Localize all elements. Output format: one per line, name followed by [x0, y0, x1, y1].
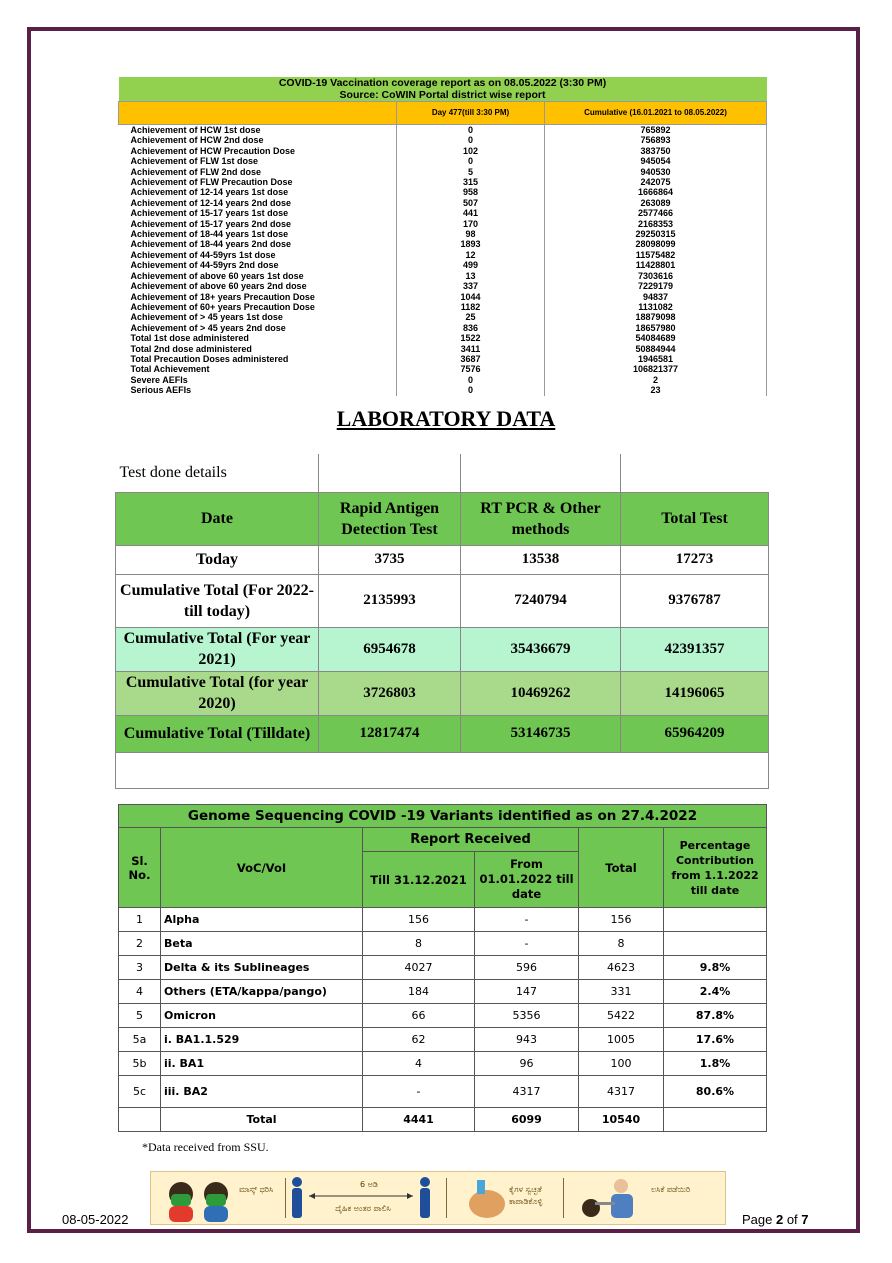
genome-row-percentage [664, 932, 767, 956]
vaccination-row-day: 0 [397, 156, 545, 166]
vaccination-row-label: Achievement of above 60 years 1st dose [119, 271, 397, 281]
vaccination-row-label: Serious AEFIs [119, 385, 397, 395]
vaccination-row-cumulative: 28098099 [545, 239, 767, 249]
genome-row-till: 66 [363, 1004, 475, 1028]
vaccination-row-day: 441 [397, 208, 545, 218]
lab-row-rat: 3726803 [319, 671, 461, 715]
genome-row [119, 1028, 767, 1052]
genome-row [119, 956, 767, 980]
vaccination-row [119, 260, 767, 270]
genome-row-slno: 4 [119, 980, 161, 1004]
lab-row [116, 574, 769, 627]
genome-row-slno: 1 [119, 908, 161, 932]
hand-wash-icon [469, 1180, 505, 1218]
genome-row-total: 8 [579, 932, 664, 956]
vaccination-row-day: 337 [397, 281, 545, 291]
genome-row-variant: Omicron [161, 1004, 363, 1028]
banner-handwash-text: ಕೈಗಳ ಸ್ವಚ್ಛತೆ ಕಾಪಾಡಿಕೊಳ್ಳಿ [509, 1185, 543, 1206]
genome-row-total: 156 [579, 908, 664, 932]
banner-distance-text: ದೈಹಿಕ ಅಂತರ ಪಾಲಿಸಿ [335, 1204, 391, 1213]
vaccination-row-cumulative: 106821377 [545, 364, 767, 374]
vaccination-row-cumulative: 94837 [545, 292, 767, 302]
vaccination-row-label: Achievement of HCW Precaution Dose [119, 146, 397, 156]
vaccination-table [118, 77, 767, 396]
vaccination-row-cumulative: 2168353 [545, 219, 767, 229]
genome-row-percentage: 9.8% [664, 956, 767, 980]
vaccination-row-day: 98 [397, 229, 545, 239]
genome-header-percentage: Percentage Contribution from 1.1.2022 till date [664, 828, 767, 908]
vaccination-row-label: Achievement of above 60 years 2nd dose [119, 281, 397, 291]
genome-row-from: - [475, 908, 579, 932]
vaccination-row-day: 0 [397, 375, 545, 385]
genome-total-from: 6099 [475, 1108, 579, 1132]
genome-row [119, 908, 767, 932]
masked-face-icon [169, 1182, 228, 1222]
lab-row-total: 42391357 [621, 627, 769, 671]
genome-row-from: - [475, 932, 579, 956]
lab-row-rat: 12817474 [319, 715, 461, 752]
vaccination-row-label: Achievement of HCW 1st dose [119, 125, 397, 136]
vaccination-row [119, 198, 767, 208]
vaccination-row-cumulative: 2577466 [545, 208, 767, 218]
genome-row-till: 4027 [363, 956, 475, 980]
banner-vaccine-text: ಲಸಿಕೆ ಪಡೆಯಿರಿ [651, 1185, 691, 1194]
lab-row-rat: 6954678 [319, 627, 461, 671]
genome-header-slno: Sl. No. [119, 828, 161, 908]
lab-row [116, 627, 769, 671]
genome-row-total: 1005 [579, 1028, 664, 1052]
laboratory-title: LABORATORY DATA [336, 406, 556, 431]
genome-row-total: 4317 [579, 1076, 664, 1108]
vaccination-row-cumulative: 1946581 [545, 354, 767, 364]
vaccination-row-cumulative: 7229179 [545, 281, 767, 291]
vaccination-row-day: 0 [397, 125, 545, 136]
genome-row-from: 943 [475, 1028, 579, 1052]
genome-row-till: 4 [363, 1052, 475, 1076]
genome-row-total: 4623 [579, 956, 664, 980]
genome-header-report: Report Received [363, 828, 579, 852]
genome-total-total: 10540 [579, 1108, 664, 1132]
vaccination-row-label: Achievement of 44-59yrs 1st dose [119, 250, 397, 260]
genome-total-till: 4441 [363, 1108, 475, 1132]
vaccination-row [119, 364, 767, 374]
genome-row-slno: 2 [119, 932, 161, 956]
genome-row-from: 5356 [475, 1004, 579, 1028]
vaccination-row-label: Total 2nd dose administered [119, 344, 397, 354]
vaccination-row-cumulative: 263089 [545, 198, 767, 208]
vaccination-row-label: Achievement of > 45 years 2nd dose [119, 323, 397, 333]
vaccination-row-label: Total Achievement [119, 364, 397, 374]
genome-row-variant: Beta [161, 932, 363, 956]
lab-row-total: 65964209 [621, 715, 769, 752]
genome-row-variant: i. BA1.1.529 [161, 1028, 363, 1052]
vaccination-row-cumulative: 383750 [545, 146, 767, 156]
vaccination-row-day: 12 [397, 250, 545, 260]
genome-header-voc: VoC/VoI [161, 828, 363, 908]
vaccination-row-label: Achievement of FLW Precaution Dose [119, 177, 397, 187]
genome-row-percentage [664, 908, 767, 932]
lab-row-date: Cumulative Total (for year 2020) [116, 671, 319, 715]
lab-header-total: Total Test [621, 492, 769, 545]
vaccination-row [119, 271, 767, 281]
genome-row [119, 980, 767, 1004]
lab-header-rat: Rapid Antigen Detection Test [319, 492, 461, 545]
vaccination-col-cumulative: Cumulative (16.01.2021 to 08.05.2022) [545, 102, 767, 125]
lab-row [116, 671, 769, 715]
vaccination-row [119, 229, 767, 239]
vaccination-row-cumulative: 29250315 [545, 229, 767, 239]
genome-row-slno: 5b [119, 1052, 161, 1076]
vaccination-row-cumulative: 18879098 [545, 312, 767, 322]
genome-row-percentage: 1.8% [664, 1052, 767, 1076]
vaccination-row-label: Achievement of 15-17 years 2nd dose [119, 219, 397, 229]
lab-row-rtpcr: 7240794 [461, 574, 621, 627]
genome-total-row [119, 1108, 767, 1132]
vaccination-row [119, 156, 767, 166]
vaccination-row-cumulative: 940530 [545, 167, 767, 177]
vaccination-row-day: 499 [397, 260, 545, 270]
vaccination-row [119, 333, 767, 343]
genome-row-variant: Alpha [161, 908, 363, 932]
empty-cell [664, 1108, 767, 1132]
lab-row-total: 14196065 [621, 671, 769, 715]
lab-empty-row [116, 752, 769, 788]
vaccination-row-label: Total Precaution Doses administered [119, 354, 397, 364]
genome-row-variant: iii. BA2 [161, 1076, 363, 1108]
vaccination-row-day: 0 [397, 135, 545, 145]
vaccination-row-day: 1182 [397, 302, 545, 312]
vaccination-row-label: Total 1st dose administered [119, 333, 397, 343]
genome-row-slno: 3 [119, 956, 161, 980]
vaccination-row-day: 3411 [397, 344, 545, 354]
vaccination-row-day: 958 [397, 187, 545, 197]
genome-row-percentage: 17.6% [664, 1028, 767, 1052]
vaccination-row-day: 102 [397, 146, 545, 156]
genome-header-from: From 01.01.2022 till date [475, 852, 579, 908]
genome-row-from: 596 [475, 956, 579, 980]
genome-header-till: Till 31.12.2021 [363, 852, 475, 908]
vaccination-row-day: 0 [397, 385, 545, 395]
empty-cell [319, 454, 461, 492]
vaccination-row-day: 1893 [397, 239, 545, 249]
lab-row-rat: 2135993 [319, 574, 461, 627]
lab-row [116, 715, 769, 752]
vaccination-row-cumulative: 756893 [545, 135, 767, 145]
genome-row-till: 184 [363, 980, 475, 1004]
empty-cell [116, 752, 769, 788]
genome-row-slno: 5c [119, 1076, 161, 1108]
covid-appropriate-behaviour-banner [150, 1171, 726, 1225]
vaccination-row-label: Achievement of 12-14 years 2nd dose [119, 198, 397, 208]
vaccination-source: Source: CoWIN Portal district wise report [119, 89, 767, 102]
genome-header-total: Total [579, 828, 664, 908]
lab-row-date: Cumulative Total (Tilldate) [116, 715, 319, 752]
genome-row-from: 147 [475, 980, 579, 1004]
vaccination-row-label: Achievement of 15-17 years 1st dose [119, 208, 397, 218]
vaccination-row-day: 13 [397, 271, 545, 281]
vaccination-row-cumulative: 18657980 [545, 323, 767, 333]
vaccination-row [119, 250, 767, 260]
vaccination-row-label: Achievement of 18-44 years 2nd dose [119, 239, 397, 249]
genome-row-percentage: 2.4% [664, 980, 767, 1004]
lab-row-date: Cumulative Total (For year 2021) [116, 627, 319, 671]
vaccination-row [119, 312, 767, 322]
vaccination-row-label: Achievement of 60+ years Precaution Dose [119, 302, 397, 312]
vaccination-row [119, 292, 767, 302]
vaccination-row [119, 146, 767, 156]
lab-row-rat: 3735 [319, 545, 461, 574]
vaccination-row-day: 836 [397, 323, 545, 333]
vaccination-row [119, 177, 767, 187]
vaccination-row [119, 354, 767, 364]
vaccination-row-label: Achievement of 18+ years Precaution Dose [119, 292, 397, 302]
vaccination-col-day: Day 477(till 3:30 PM) [397, 102, 545, 125]
genome-row-till: - [363, 1076, 475, 1108]
genome-row-till: 8 [363, 932, 475, 956]
genome-row-slno: 5a [119, 1028, 161, 1052]
vaccination-row-cumulative: 50884944 [545, 344, 767, 354]
genome-row-percentage: 80.6% [664, 1076, 767, 1108]
laboratory-table [115, 454, 769, 789]
lab-row-date: Cumulative Total (For 2022- till today) [116, 574, 319, 627]
empty-cell [119, 1108, 161, 1132]
footer-page-number: Page 2 of 7 [742, 1212, 809, 1227]
vaccination-row-label: Achievement of HCW 2nd dose [119, 135, 397, 145]
genome-row [119, 1004, 767, 1028]
genome-row-variant: ii. BA1 [161, 1052, 363, 1076]
vaccination-row-label: Achievement of 12-14 years 1st dose [119, 187, 397, 197]
lab-row-rtpcr: 13538 [461, 545, 621, 574]
vaccination-row-label: Achievement of FLW 1st dose [119, 156, 397, 166]
genome-row-slno: 5 [119, 1004, 161, 1028]
vaccination-row-cumulative: 242075 [545, 177, 767, 187]
vaccination-row-cumulative: 7303616 [545, 271, 767, 281]
vaccination-row [119, 239, 767, 249]
vaccination-row-cumulative: 2 [545, 375, 767, 385]
banner-divider [285, 1178, 286, 1218]
vaccination-row-label: Achievement of > 45 years 1st dose [119, 312, 397, 322]
banner-divider [563, 1178, 564, 1218]
vaccination-row-cumulative: 23 [545, 385, 767, 395]
lab-row-total: 17273 [621, 545, 769, 574]
banner-divider [446, 1178, 447, 1218]
genome-row-total: 5422 [579, 1004, 664, 1028]
lab-row-rtpcr: 53146735 [461, 715, 621, 752]
vaccination-row [119, 323, 767, 333]
vaccination-row-label: Achievement of FLW 2nd dose [119, 167, 397, 177]
genome-row-from: 96 [475, 1052, 579, 1076]
genome-row-variant: Delta & its Sublineages [161, 956, 363, 980]
vaccination-row-day: 7576 [397, 364, 545, 374]
vaccination-row [119, 375, 767, 385]
genome-row-from: 4317 [475, 1076, 579, 1108]
vaccination-row-day: 1044 [397, 292, 545, 302]
genome-title: Genome Sequencing COVID -19 Variants identified as on 27.4.2022 [119, 805, 767, 828]
vaccination-row-cumulative: 1666864 [545, 187, 767, 197]
vaccination-blank-header [119, 102, 397, 125]
banner-illustration [151, 1172, 727, 1224]
vaccination-row-day: 1522 [397, 333, 545, 343]
vaccination-row [119, 125, 767, 136]
vaccination-row-cumulative: 11575482 [545, 250, 767, 260]
vaccination-title: COVID-19 Vaccination coverage report as on 08.05.2022 (3:30 PM) [119, 77, 767, 89]
vaccination-row-cumulative: 11428801 [545, 260, 767, 270]
vaccination-row-day: 25 [397, 312, 545, 322]
vaccination-row [119, 281, 767, 291]
banner-mask-text: ಮಾಸ್ಕ್ ಧರಿಸಿ [239, 1185, 274, 1194]
vaccination-row-label: Severe AEFIs [119, 375, 397, 385]
genome-row-variant: Others (ETA/kappa/pango) [161, 980, 363, 1004]
lab-row-rtpcr: 10469262 [461, 671, 621, 715]
genome-row-total: 331 [579, 980, 664, 1004]
vaccination-row [119, 219, 767, 229]
vaccination-row-day: 3687 [397, 354, 545, 364]
vaccination-icon [582, 1179, 633, 1218]
vaccination-row-day: 315 [397, 177, 545, 187]
vaccination-row [119, 135, 767, 145]
vaccination-row [119, 187, 767, 197]
vaccination-row-label: Achievement of 18-44 years 1st dose [119, 229, 397, 239]
vaccination-row-cumulative: 945054 [545, 156, 767, 166]
empty-cell [461, 454, 621, 492]
banner-distance-value: 6 ಅಡಿ [360, 1180, 378, 1189]
genome-row [119, 1076, 767, 1108]
vaccination-row-cumulative: 765892 [545, 125, 767, 136]
vaccination-row [119, 302, 767, 312]
vaccination-row-day: 5 [397, 167, 545, 177]
vaccination-row-day: 170 [397, 219, 545, 229]
empty-cell [621, 454, 769, 492]
vaccination-row [119, 167, 767, 177]
footnote: *Data received from SSU. [142, 1140, 269, 1154]
lab-header-date: Date [116, 492, 319, 545]
vaccination-row-cumulative: 54084689 [545, 333, 767, 343]
genome-row [119, 1052, 767, 1076]
vaccination-row-label: Achievement of 44-59yrs 2nd dose [119, 260, 397, 270]
lab-row-total: 9376787 [621, 574, 769, 627]
genome-row-till: 156 [363, 908, 475, 932]
footer-date: 08-05-2022 [62, 1212, 129, 1227]
vaccination-row [119, 208, 767, 218]
vaccination-row [119, 344, 767, 354]
genome-total-label: Total [161, 1108, 363, 1132]
lab-row-date: Today [116, 545, 319, 574]
lab-header-rtpcr: RT PCR & Other methods [461, 492, 621, 545]
genome-row-total: 100 [579, 1052, 664, 1076]
genome-row [119, 932, 767, 956]
test-details-caption: Test done details [116, 454, 319, 492]
vaccination-row-cumulative: 1131082 [545, 302, 767, 312]
vaccination-row-day: 507 [397, 198, 545, 208]
genome-table [118, 804, 767, 1132]
lab-row [116, 545, 769, 574]
lab-row-rtpcr: 35436679 [461, 627, 621, 671]
vaccination-row [119, 385, 767, 395]
genome-row-till: 62 [363, 1028, 475, 1052]
genome-row-percentage: 87.8% [664, 1004, 767, 1028]
